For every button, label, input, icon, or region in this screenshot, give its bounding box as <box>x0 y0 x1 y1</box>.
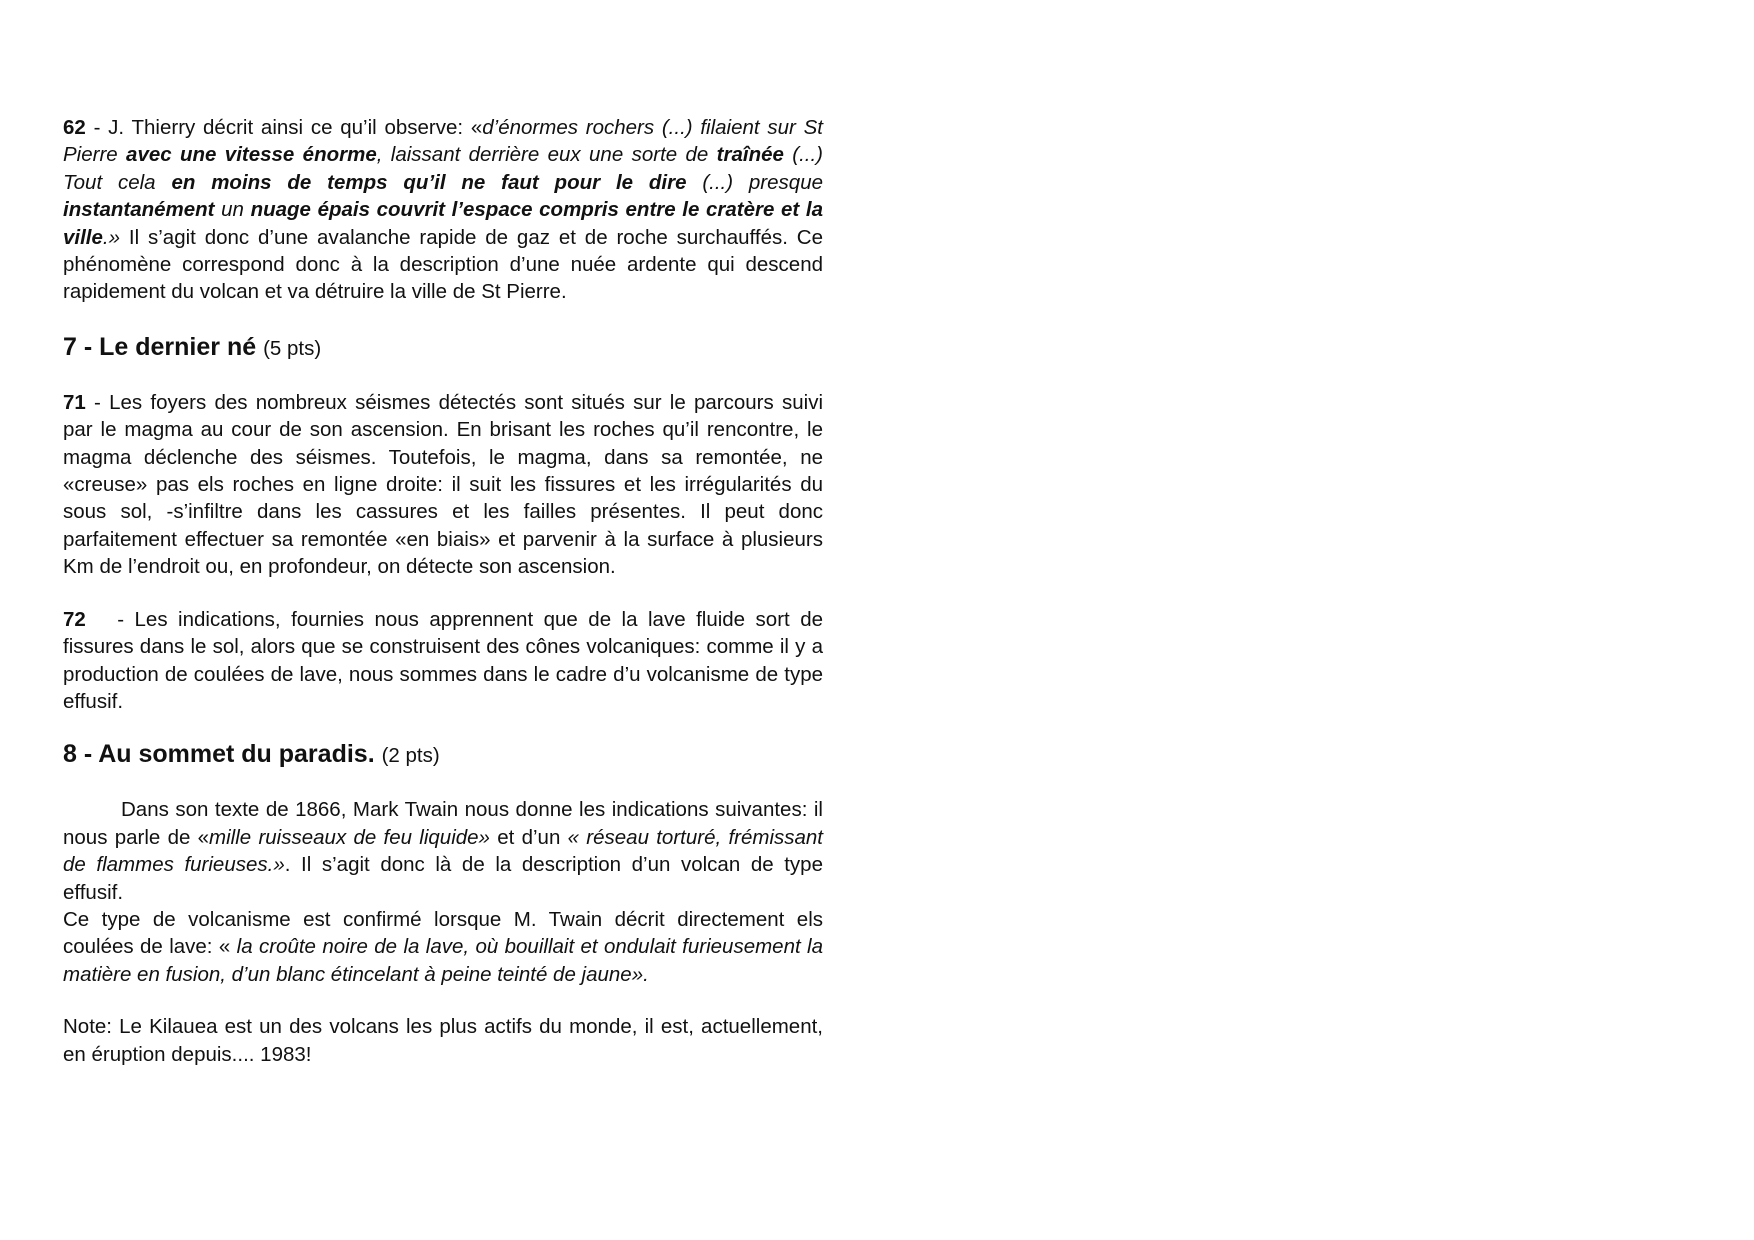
quote-emphasis: en moins de temps qu’il ne faut pour le dire <box>171 170 687 194</box>
quote-emphasis: nuage épais couvrit l’espace compris entre le cratère et la ville <box>63 198 823 249</box>
text-run: - Les indications, fournies nous apprennent que de la lave fluide sort de fissures dans le sol, alors que se construisent des cônes volcaniques: comme il y a production de coulées de lave, nous sommes dans le cadre d’u volcanisme de type effusif. <box>63 607 829 713</box>
note-paragraph <box>63 1013 823 1068</box>
quote-run: .» <box>102 225 120 249</box>
answer-72 <box>63 606 829 716</box>
quote-emphasis: instantanément <box>63 198 215 222</box>
quote-run: (...) presque <box>686 170 823 194</box>
text-run: Ce type de volcanisme est confirmé lorsque M. Twain décrit directement els coulées de lave: « <box>63 907 823 959</box>
answer-number: 72 <box>63 607 86 631</box>
answer-71 <box>63 389 823 581</box>
quote-run: (...) Tout cela <box>63 143 823 194</box>
answer-8-paragraph-2 <box>63 906 823 988</box>
section-points: (5 pts) <box>263 336 322 360</box>
quote-emphasis: traînée <box>716 143 784 167</box>
quote-run: , laissant derrière eux une sorte de <box>376 143 717 167</box>
quote-run: mille ruisseaux de feu liquide» <box>209 825 490 849</box>
section-8-heading <box>63 739 823 771</box>
text-run: . Il s’agit donc là de la description d’un volcan de type effusif. <box>63 853 823 904</box>
text-run: et d’un <box>489 825 568 849</box>
section-title: 8 - Au sommet du paradis. <box>63 740 375 769</box>
quote-run: d’énormes rochers (...) filaient sur St Pierre <box>63 116 823 167</box>
text-run: Il s’agit donc d’une avalanche rapide de gaz et de roche surchauffés. Ce phénomène correspond donc à la description d’une nuée ardente qui descend rapidement du volcan et va détruire la ville de St Pierre. <box>63 225 823 304</box>
section-7-heading <box>63 332 823 364</box>
quote-run: la croûte noire de la lave, où bouillait et ondulait furieusement la matière en fusion, d’un blanc étincelant à peine teinté de jaune». <box>63 935 823 986</box>
answer-62 <box>63 114 823 306</box>
answer-8-paragraph-1 <box>63 796 823 906</box>
section-title: 7 - Le dernier né <box>63 332 257 361</box>
section-points: (2 pts) <box>381 744 440 768</box>
document-page <box>63 114 829 1068</box>
text-run: Dans son texte de 1866, Mark Twain nous donne les indications suivantes: il nous parle de « <box>63 798 823 849</box>
text-run: - J. Thierry décrit ainsi ce qu’il observe: « <box>85 116 483 139</box>
quote-run: « réseau torturé, frémissant de flammes furieuses.» <box>63 825 823 877</box>
answer-number: 62 <box>63 116 86 139</box>
text-run: - Les foyers des nombreux séismes détectés sont situés sur le parcours suivi par le magma au cour de son ascension. En brisant les roches qu’il rencontre, le magma déclenche des séismes. Toutefois, le magma, dans sa remontée, ne «creuse» pas els roches en ligne droite: il suit les fissures et les irrégularités du sous sol, -s’infiltre dans les cassures et les failles présentes. Il peut donc parfaitement effectuer sa remontée «en biais» et parvenir à la surface à plusieurs Km de l’endroit ou, en profondeur, on détecte son ascension. <box>63 390 823 579</box>
quote-run: un <box>214 198 251 222</box>
quote-emphasis: avec une vitesse énorme <box>126 143 377 167</box>
text-run: Note: Le Kilauea est un des volcans les plus actifs du monde, il est, actuellement, en éruption depuis.... 1983! <box>63 1015 823 1066</box>
answer-number: 71 <box>63 390 86 414</box>
